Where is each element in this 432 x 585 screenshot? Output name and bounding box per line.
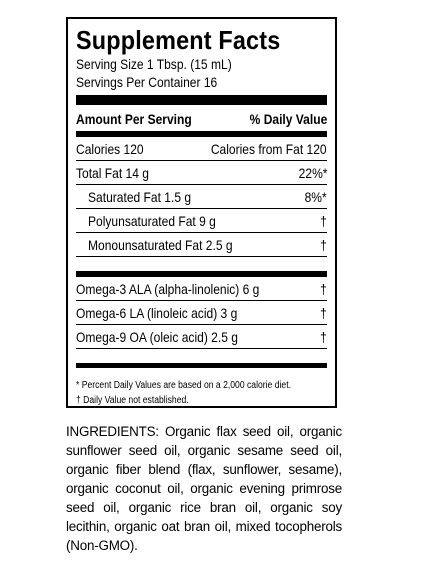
medium-divider [76, 363, 327, 368]
daily-value-header: % Daily Value [249, 111, 327, 127]
table-row [76, 325, 327, 349]
row-value: † [320, 304, 327, 321]
table-row [76, 301, 327, 325]
ingredients-text: INGREDIENTS: Organic flax seed oil, organic sunflower seed oil, organic sesame seed oil, organic fiber blend (flax, sunflower, sesame), organic coconut oil, organic evening primrose seed oil, organic rice bran oil, organic soy lecithin, organic oat bran oil, mixed tocopherols (Non-GMO). [66, 424, 342, 553]
row-value: † [320, 236, 327, 253]
row-value: Calories from Fat 120 [211, 140, 327, 157]
row-label: Omega-3 ALA (alpha-linolenic) 6 g [76, 280, 260, 297]
supplement-facts-panel [66, 17, 337, 408]
row-value: 8%* [304, 188, 327, 205]
serving-size: Serving Size 1 Tbsp. (15 mL) [76, 56, 232, 72]
row-label: Calories 120 [76, 140, 144, 157]
row-spacer [76, 349, 327, 363]
row-value: † [320, 280, 327, 297]
footnote-dagger: † Daily Value not established. [76, 395, 189, 406]
row-value: † [320, 212, 327, 229]
row-value: 22%* [298, 164, 327, 181]
row-spacer [76, 257, 327, 272]
row-label: Omega-6 LA (linoleic acid) 3 g [76, 304, 238, 321]
label-title: Supplement Facts [76, 25, 281, 55]
footnote-percent-daily-value: * Percent Daily Values are based on a 2,000 calorie diet. [76, 380, 291, 391]
table-row [76, 209, 327, 233]
table-row [76, 185, 327, 209]
row-value: † [320, 328, 327, 345]
table-row [76, 277, 327, 301]
row-label: Omega-9 OA (oleic acid) 2.5 g [76, 328, 238, 345]
table-row [76, 137, 327, 161]
table-header [76, 107, 327, 132]
table-row [76, 161, 327, 185]
servings-per-container: Servings Per Container 16 [76, 74, 218, 90]
row-label: Total Fat 14 g [76, 164, 149, 181]
table-row [76, 233, 327, 257]
row-label: Saturated Fat 1.5 g [88, 188, 192, 205]
row-label: Polyunsaturated Fat 9 g [88, 212, 216, 229]
row-label: Monounsaturated Fat 2.5 g [88, 236, 233, 253]
thick-divider [76, 95, 327, 105]
amount-per-serving-header: Amount Per Serving [76, 111, 192, 127]
